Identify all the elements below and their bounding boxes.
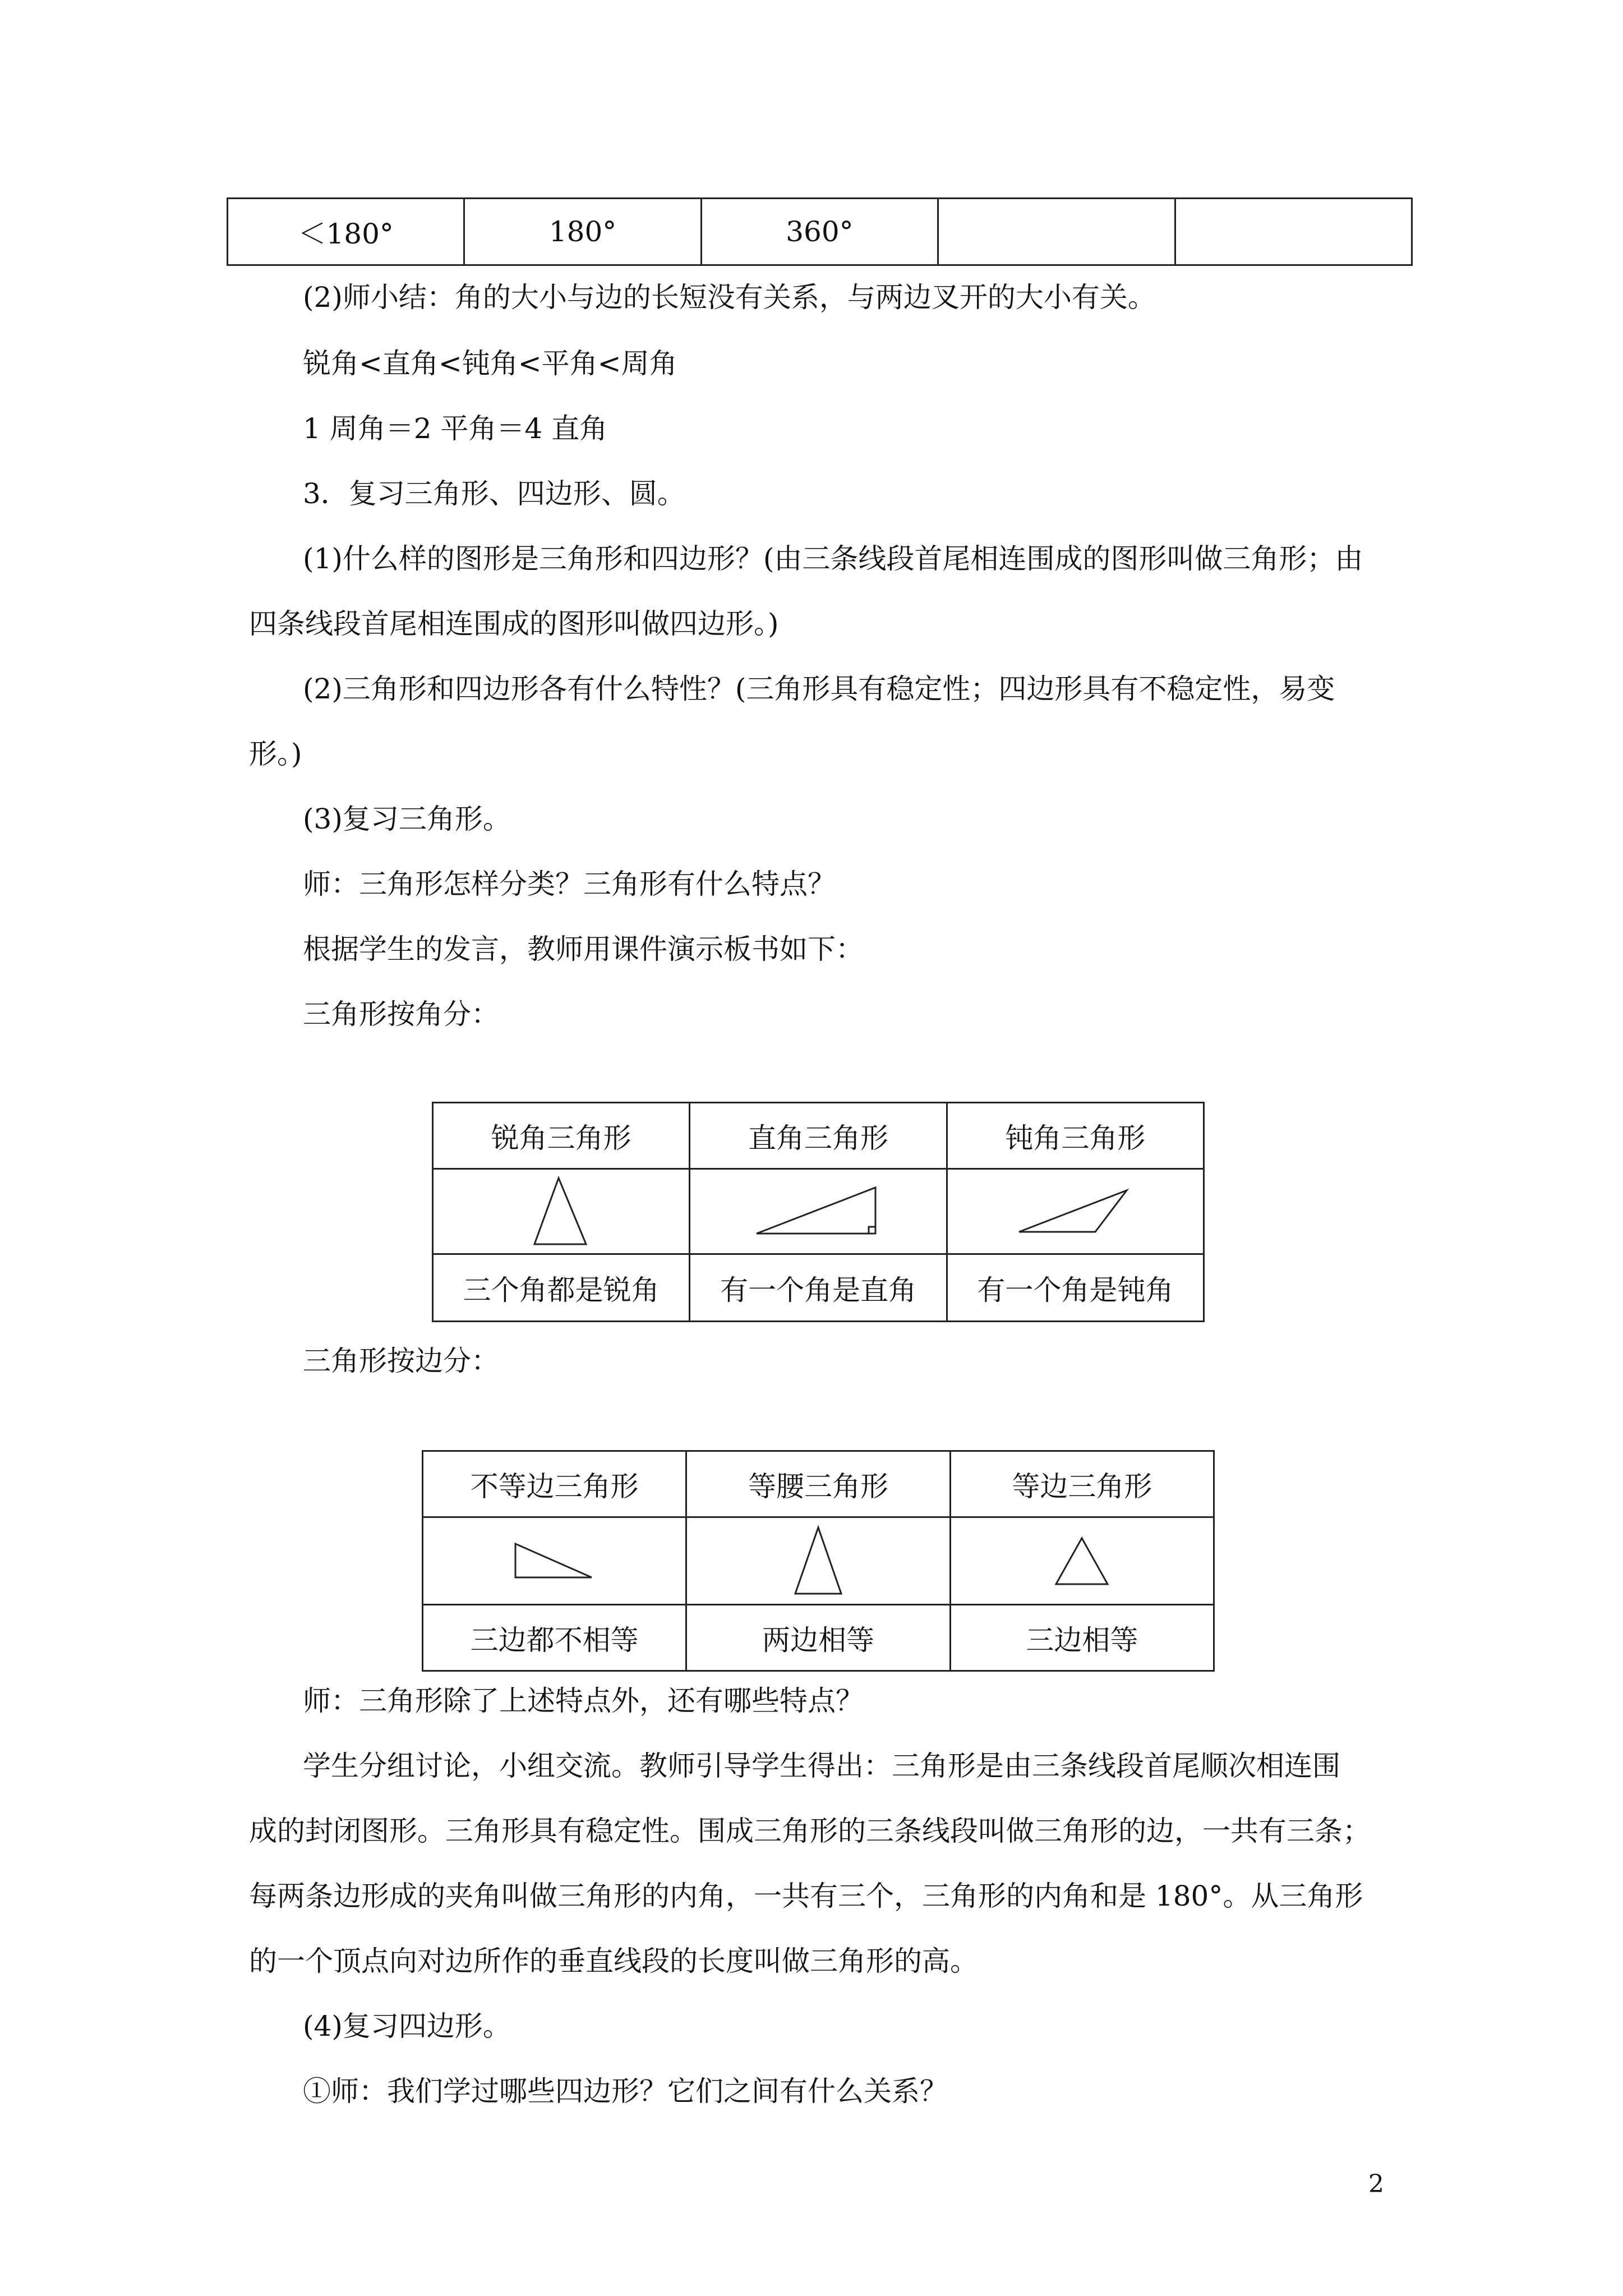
table-cell: 两边相等 (686, 1605, 950, 1671)
table-cell: 三个角都是锐角 (433, 1254, 690, 1322)
paragraph: 学生分组讨论，小组交流。教师引导学生得出：三角形是由三条线段首尾顺次相连围 (303, 1750, 1340, 1782)
paragraph: 成的封闭图形。三角形具有稳定性。围成三角形的三条线段叫做三角形的边，一共有三条； (249, 1815, 1371, 1847)
table-cell: 三边都不相等 (423, 1605, 686, 1671)
table-row (423, 1517, 1214, 1605)
table-row (433, 1103, 1204, 1169)
paragraph: (4)复习四边形。 (303, 2010, 511, 2042)
paragraph: 每两条边形成的夹角叫做三角形的内角，一共有三个，三角形的内角和是 180°。从三角形 (249, 1880, 1363, 1912)
table-header-cell: 钝角三角形 (947, 1103, 1204, 1169)
scalene-triangle-icon (510, 1536, 600, 1586)
paragraph: 四条线段首尾相连围成的图形叫做四边形。) (249, 608, 779, 640)
acute-triangle-icon (528, 1172, 595, 1251)
triangle-by-side-table (422, 1450, 1215, 1672)
right-triangle-icon (751, 1181, 886, 1243)
table-cell (947, 1169, 1204, 1254)
equilateral-triangle-icon (1048, 1530, 1115, 1592)
table-cell (690, 1169, 947, 1254)
table-cell (1175, 199, 1412, 265)
paragraph: 1 周角＝2 平角＝4 直角 (303, 412, 608, 445)
table-cell (938, 199, 1175, 265)
table-row (433, 1254, 1204, 1322)
obtuse-triangle-icon (1013, 1184, 1137, 1240)
table-row (423, 1605, 1214, 1671)
paragraph: 3．复习三角形、四边形、圆。 (303, 477, 685, 510)
paragraph: (1)什么样的图形是三角形和四边形？(由三条线段首尾相连围成的图形叫做三角形；由 (303, 542, 1363, 575)
paragraph: (2)师小结：角的大小与边的长短没有关系，与两边叉开的大小有关。 (303, 281, 1156, 314)
table-cell (423, 1517, 686, 1605)
paragraph: 师：三角形怎样分类？三角形有什么特点？ (303, 868, 836, 900)
table-header-cell: 直角三角形 (690, 1103, 947, 1169)
table-row (423, 1451, 1214, 1517)
paragraph: 锐角<直角<钝角<平角<周角 (303, 347, 677, 380)
paragraph: 三角形按角分： (303, 998, 499, 1030)
table-cell (433, 1169, 690, 1254)
table-cell (950, 1517, 1214, 1605)
paragraph: 形。) (249, 738, 302, 770)
table-header-cell: 锐角三角形 (433, 1103, 690, 1169)
table-cell: 有一个角是直角 (690, 1254, 947, 1322)
table-cell (686, 1517, 950, 1605)
table-cell: 180° (464, 199, 701, 265)
paragraph: 三角形按边分： (303, 1345, 499, 1377)
table-cell: 360° (701, 199, 938, 265)
page-number: 2 (1368, 2170, 1384, 2198)
paragraph: (2)三角形和四边形各有什么特性？(三角形具有稳定性；四边形具有不稳定性，易变 (303, 673, 1335, 705)
triangle-by-angle-table (432, 1102, 1205, 1322)
table-row (228, 199, 1412, 265)
paragraph: 师：三角形除了上述特点外，还有哪些特点？ (303, 1685, 864, 1717)
table-cell: ＜180° (228, 199, 464, 265)
paragraph: ①师：我们学过哪些四边形？它们之间有什么关系？ (303, 2075, 948, 2108)
table-header-cell: 等腰三角形 (686, 1451, 950, 1517)
table-row (433, 1169, 1204, 1254)
paragraph: 根据学生的发言，教师用课件演示板书如下： (303, 933, 864, 965)
isosceles-triangle-icon (787, 1522, 849, 1600)
table-header-cell: 不等边三角形 (423, 1451, 686, 1517)
paragraph: (3)复习三角形。 (303, 803, 511, 835)
table-cell: 有一个角是钝角 (947, 1254, 1204, 1322)
paragraph: 的一个顶点向对边所作的垂直线段的长度叫做三角形的高。 (249, 1945, 978, 1977)
table-cell: 三边相等 (950, 1605, 1214, 1671)
table-header-cell: 等边三角形 (950, 1451, 1214, 1517)
angle-summary-table (227, 197, 1413, 266)
